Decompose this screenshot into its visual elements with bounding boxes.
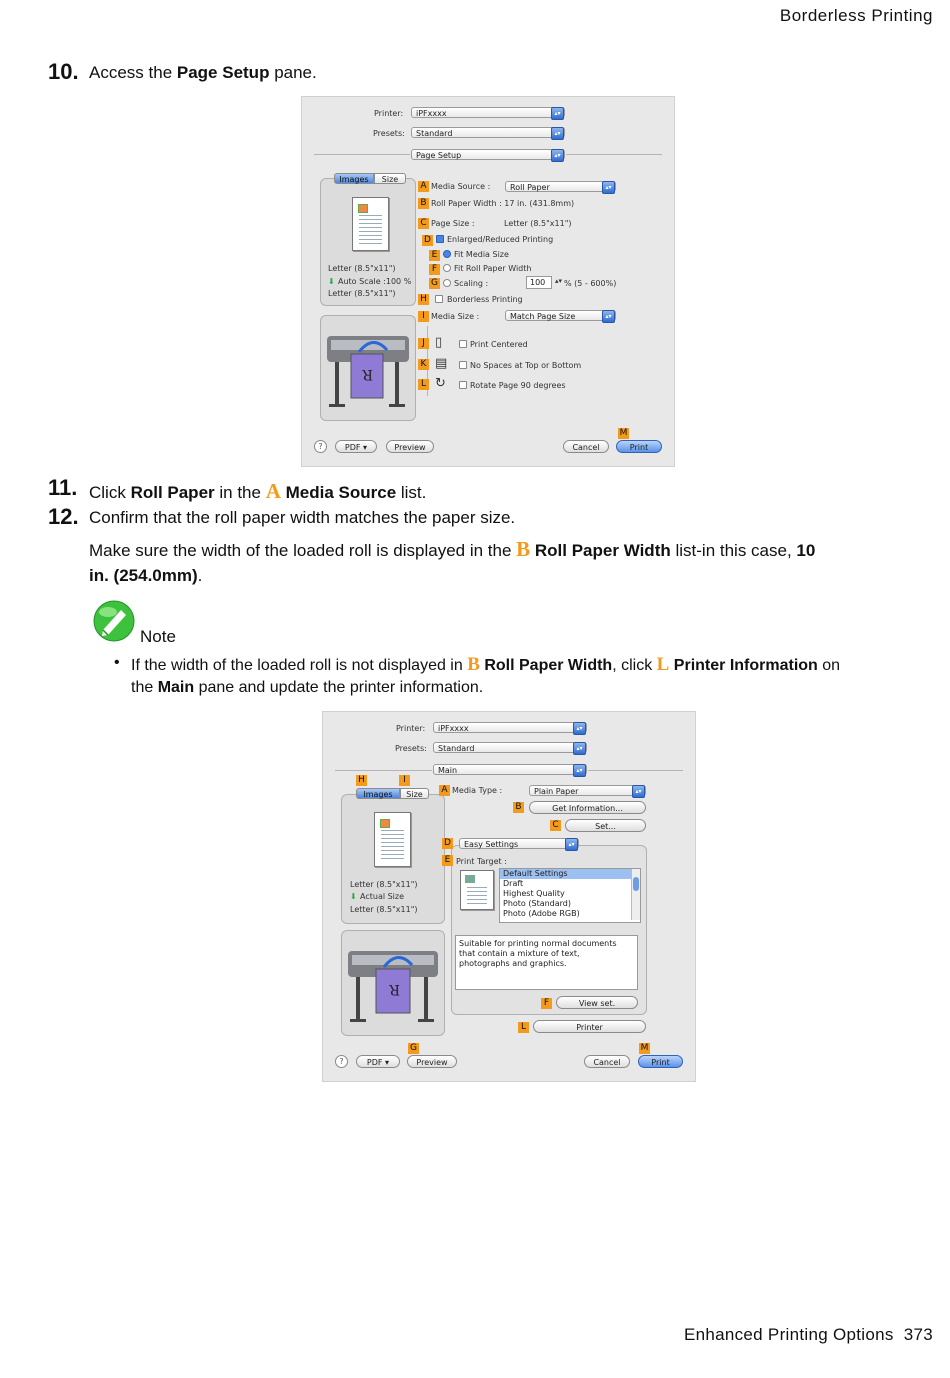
printer-popup[interactable]: [411, 107, 565, 118]
note-title: Note: [140, 627, 176, 646]
svg-text:R: R: [362, 366, 373, 382]
callout-h: H: [356, 775, 367, 786]
preview-button[interactable]: Preview: [386, 440, 434, 453]
callout-c: C: [550, 820, 561, 831]
page-number: 373: [903, 1325, 933, 1344]
step-detail: [89, 537, 909, 562]
popup-arrow-icon: ▴▾: [551, 149, 564, 162]
media-type-popup[interactable]: [529, 785, 646, 796]
step-text-plain: Make sure the width of the loaded roll is displayed in the: [89, 541, 517, 560]
step-text-plain: list.: [396, 483, 427, 502]
bullet-dot: •: [114, 654, 120, 671]
print-centered-icon: ▯: [435, 335, 443, 350]
get-information-button[interactable]: Get Information...: [529, 801, 646, 814]
step-text: [89, 479, 426, 504]
tab-images[interactable]: Images: [356, 788, 400, 799]
note-text-plain: , click: [612, 657, 657, 674]
step-text-bold: 10: [796, 541, 816, 560]
step-detail: [89, 566, 202, 586]
note-text-plain: If the width of the loaded roll is not displayed in: [131, 657, 468, 674]
media-source-value: Roll Paper: [510, 183, 550, 192]
scale-info: Actual Size: [360, 892, 405, 901]
popup-arrow-icon: ▴▾: [551, 127, 564, 140]
step-text-plain: Click: [89, 483, 131, 502]
list-item[interactable]: Photo (Adobe RGB): [503, 909, 580, 918]
callout-e: E: [429, 250, 440, 261]
list-item[interactable]: Highest Quality: [503, 889, 565, 898]
callout-l: L: [518, 1022, 529, 1033]
callout-i: I: [418, 311, 429, 322]
fit-roll-paper-width-radio[interactable]: [443, 264, 451, 272]
step-text-bold: Media Source: [285, 483, 397, 502]
divider: [335, 770, 432, 771]
fit-roll-paper-width-label: Fit Roll Paper Width: [454, 264, 532, 273]
print-centered-label: Print Centered: [470, 340, 528, 349]
step-text-plain: list-in this case,: [670, 541, 797, 560]
preview-button[interactable]: Preview: [407, 1055, 457, 1068]
callout-h: H: [418, 294, 429, 305]
callout-g: G: [429, 278, 440, 289]
scaling-input[interactable]: 100: [526, 276, 552, 289]
popup-arrow-icon: ▴▾: [602, 310, 615, 323]
step-text-plain: in the: [214, 483, 266, 502]
no-spaces-checkbox[interactable]: [459, 361, 467, 369]
easy-settings-popup[interactable]: [459, 838, 579, 849]
callout-a: A: [418, 181, 429, 192]
popup-arrow-icon: ▴▾: [573, 742, 586, 755]
list-item-selected[interactable]: Default Settings: [500, 869, 640, 879]
popup-arrow-icon: ▴▾: [573, 764, 586, 777]
printer-popup[interactable]: [433, 722, 587, 733]
tab-size[interactable]: Size: [374, 173, 406, 184]
callout-i: I: [399, 775, 410, 786]
enlarged-reduced-label: Enlarged/Reduced Printing: [447, 235, 554, 244]
source-size-info: Letter (8.5"x11"): [350, 880, 418, 889]
callout-j: J: [418, 338, 429, 349]
print-target-label: Print Target :: [456, 857, 507, 866]
popup-arrow-icon: ▴▾: [632, 785, 645, 798]
callout-b: B: [418, 198, 429, 209]
note-text-bold: Main: [157, 679, 195, 696]
popup-arrow-icon: ▴▾: [573, 722, 586, 735]
help-button[interactable]: ?: [335, 1055, 348, 1068]
printer-value: iPFxxxx: [438, 724, 469, 733]
page-thumbnail: [374, 812, 411, 867]
media-type-label: Media Type :: [452, 786, 503, 795]
print-target-list: [499, 868, 641, 923]
printer-label: Printer:: [396, 724, 426, 733]
printer-illustration-icon: [342, 931, 444, 1035]
print-button[interactable]: Print: [638, 1055, 683, 1068]
image-icon: [358, 204, 368, 213]
printer-image-panel: [341, 930, 445, 1036]
pdf-button[interactable]: PDF ▾: [335, 440, 377, 453]
presets-label: Presets:: [395, 744, 427, 753]
media-size-popup[interactable]: [505, 310, 616, 321]
printer-image-panel: [320, 315, 416, 421]
callout-m: M: [640, 1043, 649, 1053]
step-text: Confirm that the roll paper width matches the paper size.: [89, 508, 516, 527]
popup-arrow-icon: ▴▾: [551, 107, 564, 120]
step-number: 12.: [48, 504, 79, 529]
reference-letter: L: [656, 654, 670, 675]
divider: [588, 770, 683, 771]
callout-f: F: [429, 264, 440, 275]
callout-k: K: [418, 359, 429, 370]
callout-m: M: [619, 428, 628, 438]
step-text-bold: Roll Paper: [130, 483, 215, 502]
no-spaces-label: No Spaces at Top or Bottom: [470, 361, 582, 370]
callout-a: A: [439, 785, 450, 796]
footer-chapter: Enhanced Printing Options: [683, 1325, 894, 1344]
page-size-value: Letter (8.5"x11"): [504, 219, 572, 228]
step-number: 10.: [48, 59, 79, 84]
printer-button[interactable]: Printer: [533, 1020, 646, 1033]
easy-settings-value: Easy Settings: [464, 840, 519, 849]
step-text-bold: in. (254.0mm): [89, 566, 198, 585]
popup-arrow-icon: ▴▾: [602, 181, 615, 194]
image-icon: [380, 819, 390, 828]
svg-text:R: R: [389, 981, 400, 997]
presets-value: Standard: [438, 744, 475, 753]
divider: [314, 154, 410, 155]
rotate-page-icon: ↻: [435, 376, 446, 391]
scaling-stepper-icon[interactable]: ▴▾: [555, 277, 563, 285]
scaling-label: Scaling :: [454, 279, 489, 288]
page-setup-dialog-screenshot: [301, 96, 675, 467]
scale-info: Auto Scale :100 %: [338, 277, 412, 286]
media-size-value: Match Page Size: [510, 312, 576, 321]
callout-b: B: [513, 802, 524, 813]
scaling-range: % (5 - 600%): [564, 279, 617, 288]
step-text-plain: Access the: [89, 63, 177, 82]
callout-e: E: [442, 855, 453, 866]
help-button[interactable]: ?: [314, 440, 327, 453]
presets-popup[interactable]: [411, 127, 565, 138]
note-bullet-text-line2: [131, 679, 483, 697]
presets-popup[interactable]: [433, 742, 587, 753]
note-text-bold: Printer Information: [673, 657, 818, 674]
arrow-down-icon: ⬇: [328, 277, 335, 286]
note-text-plain: the: [131, 679, 158, 696]
cancel-button[interactable]: Cancel: [584, 1055, 630, 1068]
media-size-label: Media Size :: [431, 312, 480, 321]
printer-illustration-icon: [321, 316, 415, 420]
pane-popup[interactable]: [433, 764, 587, 775]
callout-g: G: [408, 1043, 419, 1054]
reference-letter: A: [265, 479, 281, 503]
tab-images[interactable]: Images: [334, 173, 374, 184]
no-spaces-icon: ▤: [435, 356, 448, 371]
note-text-plain: pane and update the printer information.: [194, 679, 484, 696]
borderless-printing-label: Borderless Printing: [447, 295, 523, 304]
note-pencil-icon: [93, 600, 135, 642]
main-pane-dialog-screenshot: [322, 711, 696, 1082]
reference-letter: B: [467, 654, 480, 675]
print-centered-checkbox[interactable]: [459, 340, 467, 348]
set-button[interactable]: Set...: [565, 819, 646, 832]
page-footer: [684, 1325, 933, 1345]
scaling-radio[interactable]: [443, 279, 451, 287]
running-header: Borderless Printing: [779, 6, 933, 25]
step-text-plain: pane.: [269, 63, 317, 82]
media-source-popup[interactable]: [505, 181, 616, 192]
popup-arrow-icon: ▴▾: [565, 838, 578, 851]
target-description: Suitable for printing normal documents that contain a mixture of text, photographs and graphics.: [455, 935, 638, 990]
image-icon: [465, 875, 475, 883]
printer-value: iPFxxxx: [416, 109, 447, 118]
fit-media-size-label: Fit Media Size: [454, 250, 509, 259]
roll-paper-width-label: Roll Paper Width : 17 in. (431.8mm): [431, 199, 575, 208]
step-text-bold: Page Setup: [176, 63, 270, 82]
enlarged-reduced-checkbox[interactable]: [436, 235, 444, 243]
pane-value: Main: [438, 766, 458, 775]
source-size-info: Letter (8.5"x11"): [328, 264, 396, 273]
borderless-printing-checkbox[interactable]: [435, 295, 443, 303]
step-number: 11.: [48, 475, 78, 500]
callout-d: D: [442, 838, 453, 849]
tab-size[interactable]: Size: [400, 788, 429, 799]
rotate-page-label: Rotate Page 90 degrees: [470, 381, 566, 390]
pane-value: Page Setup: [416, 151, 462, 160]
rotate-page-checkbox[interactable]: [459, 381, 467, 389]
arrow-down-icon: ⬇: [350, 892, 357, 901]
callout-f: F: [541, 998, 552, 1009]
output-size-info: Letter (8.5"x11"): [350, 905, 418, 914]
page-size-label: Page Size :: [431, 219, 475, 228]
note-text-plain: on: [817, 657, 841, 674]
output-size-info: Letter (8.5"x11"): [328, 289, 396, 298]
scroll-thumb[interactable]: [633, 877, 639, 891]
step-text-plain: .: [197, 566, 203, 585]
media-type-value: Plain Paper: [534, 787, 579, 796]
print-button[interactable]: Print: [616, 440, 662, 453]
presets-value: Standard: [416, 129, 453, 138]
note-text-bold: Roll Paper Width: [484, 657, 613, 674]
reference-letter: B: [516, 537, 531, 561]
pane-popup[interactable]: [411, 149, 565, 160]
pdf-button[interactable]: PDF ▾: [356, 1055, 400, 1068]
list-scrollbar[interactable]: [631, 869, 640, 920]
callout-c: C: [418, 218, 429, 229]
list-item[interactable]: Photo (Standard): [503, 899, 571, 908]
fit-media-size-radio[interactable]: [443, 250, 451, 258]
presets-label: Presets:: [373, 129, 405, 138]
media-source-label: Media Source :: [431, 182, 491, 191]
cancel-button[interactable]: Cancel: [563, 440, 609, 453]
view-set-button[interactable]: View set.: [556, 996, 638, 1009]
list-item[interactable]: Draft: [503, 879, 524, 888]
divider: [566, 154, 662, 155]
target-preview-thumbnail: [460, 870, 494, 910]
printer-label: Printer:: [374, 109, 404, 118]
callout-d: D: [422, 235, 433, 246]
note-bullet-text: [131, 654, 840, 676]
step-text: [89, 63, 317, 83]
page-thumbnail: [352, 197, 389, 251]
callout-l: L: [418, 379, 429, 390]
step-text-bold: Roll Paper Width: [534, 541, 671, 560]
